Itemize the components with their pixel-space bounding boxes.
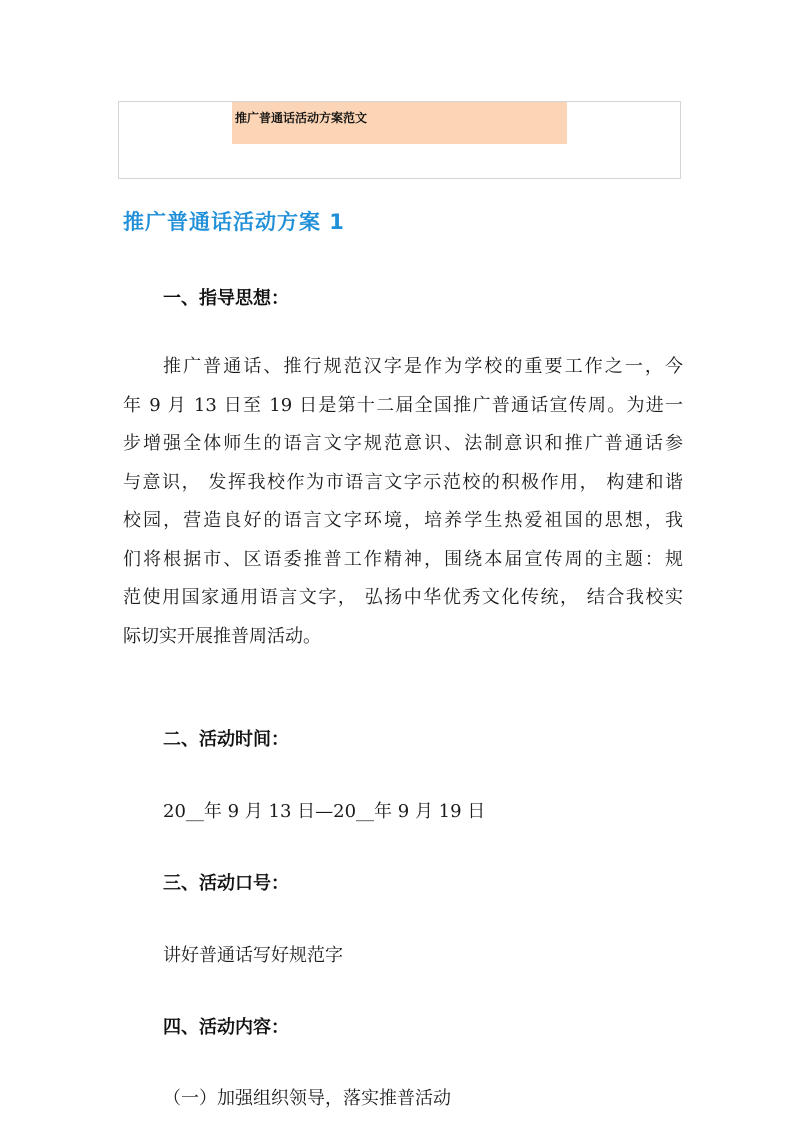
paragraph-line: 与意识， 发挥我校作为市语言文字示范校的积极作用， 构建和谐 (123, 471, 683, 493)
header-label: 推广普通话活动方案范文 (232, 102, 567, 144)
document-title: 推广普通话活动方案 1 (123, 210, 345, 234)
paragraph-guiding (123, 352, 683, 660)
section-heading-slogan: 三、活动口号： (163, 873, 289, 894)
activity-time-text: 20__年 9 月 13 日—20__年 9 月 19 日 (163, 801, 486, 822)
paragraph-line: 步增强全体师生的语言文字规范意识、法制意识和推广普通话参 (123, 433, 683, 454)
paragraph-line: 范使用国家通用语言文字， 弘扬中华优秀文化传统， 结合我校实 (123, 587, 683, 608)
paragraph-line: 推广普通话、推行规范汉字是作为学校的重要工作之一，今 (163, 356, 683, 377)
paragraph-line: 校园，营造良好的语言文字环境，培养学生热爱祖国的思想，我 (123, 510, 683, 531)
section-heading-guiding: 一、指导思想： (163, 288, 289, 309)
paragraph-line: 际切实开展推普周活动。 (123, 625, 321, 647)
section-heading-time: 二、活动时间： (163, 729, 289, 750)
paragraph-line: 年 9 月 13 日至 19 日是第十二届全国推广普通话宣传周。为进一 (123, 394, 683, 416)
activity-slogan-text: 讲好普通话写好规范字 (163, 945, 343, 966)
paragraph-line: 们将根据市、区语委推普工作精神，围绕本届宣传周的主题：规 (123, 548, 683, 570)
section-heading-content: 四、活动内容： (163, 1017, 289, 1038)
content-item-1: （一）加强组织领导，落实推普活动 (163, 1088, 451, 1109)
